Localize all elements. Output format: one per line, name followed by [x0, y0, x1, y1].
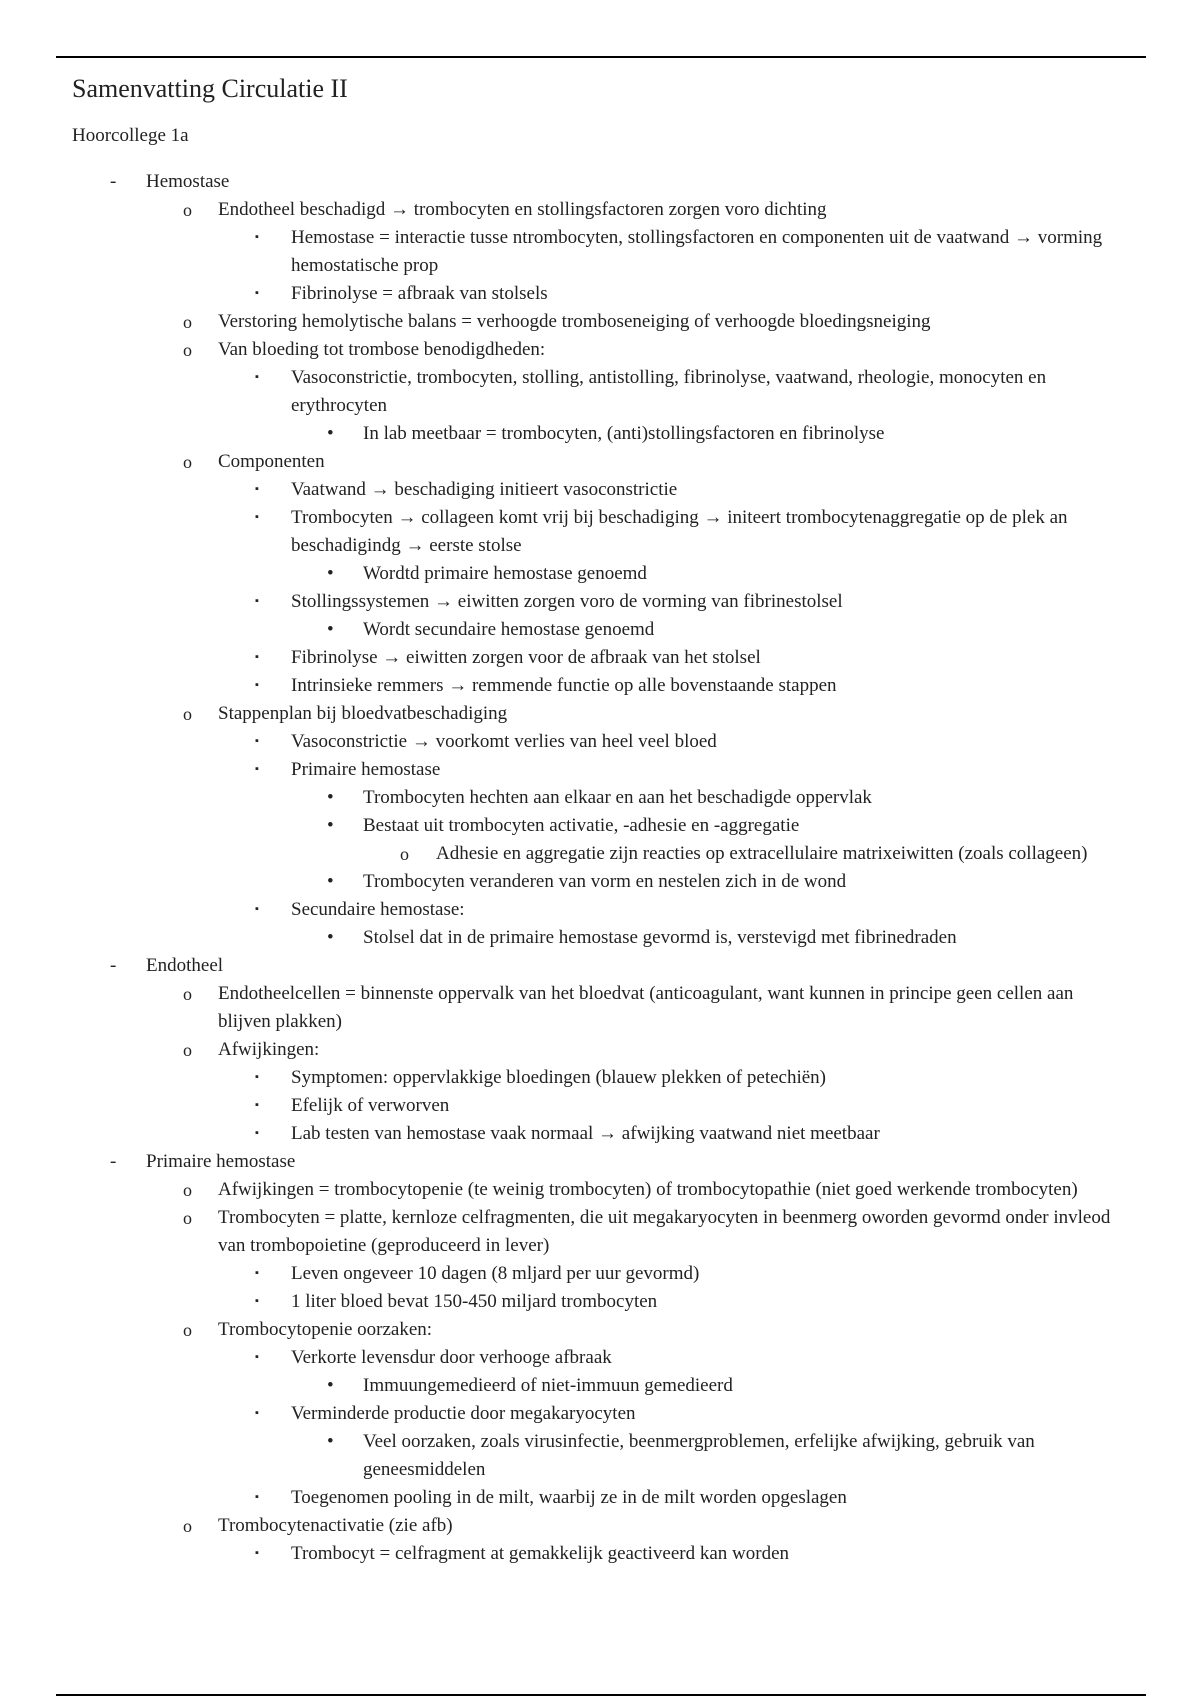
- list-item-text: Endotheel beschadigd → trombocyten en stollingsfactoren zorgen voro dichting: [218, 199, 827, 220]
- bullet-marker: o: [183, 200, 192, 220]
- bullet-marker: ▪: [255, 763, 259, 775]
- list-item-text: Endotheelcellen = binnenste oppervalk van het bloedvat (anticoagulant, want kunnen in principe geen cellen aan blijven plakken): [218, 983, 1074, 1032]
- bullet-marker: •: [327, 787, 334, 808]
- list-item-level-3: [0, 728, 1200, 756]
- list-item-text: Componenten: [218, 451, 325, 472]
- list-item-level-3: [0, 280, 1200, 308]
- list-item-level-3: [0, 1344, 1200, 1372]
- bullet-marker: ▪: [255, 511, 259, 523]
- list-item-level-3: [0, 588, 1200, 616]
- bullet-marker: ▪: [255, 1491, 259, 1503]
- bullet-marker: ▪: [255, 1071, 259, 1083]
- list-item-text: Trombocyten → collageen komt vrij bij beschadiging → initeert trombocytenaggregatie op de plek an beschadigindg → eerste stolse: [291, 507, 1068, 556]
- list-item-level-3: [0, 1092, 1200, 1120]
- list-item-text: Primaire hemostase: [291, 759, 441, 780]
- list-item-level-1: [0, 168, 1200, 196]
- bullet-marker: ▪: [255, 651, 259, 663]
- bullet-marker: •: [327, 1375, 334, 1396]
- list-item-text: Fibrinolyse = afbraak van stolsels: [291, 283, 548, 304]
- list-item-text: Verminderde productie door megakaryocyten: [291, 1403, 636, 1424]
- list-item-text: Lab testen van hemostase vaak normaal → afwijking vaatwand niet meetbaar: [291, 1123, 880, 1144]
- list-item-text: Secundaire hemostase:: [291, 899, 465, 920]
- list-item-level-3: [0, 896, 1200, 924]
- bullet-marker: ▪: [255, 483, 259, 495]
- list-item-level-2: [0, 448, 1200, 476]
- bottom-rule: [56, 1694, 1146, 1696]
- bullet-marker: o: [183, 1320, 192, 1340]
- list-item-level-4: [0, 616, 1200, 644]
- bullet-marker: ▪: [255, 1351, 259, 1363]
- list-item-level-2: [0, 336, 1200, 364]
- list-item-level-5: [0, 840, 1200, 868]
- bullet-marker: o: [183, 312, 192, 332]
- list-item-text: Stappenplan bij bloedvatbeschadiging: [218, 703, 508, 724]
- bullet-marker: ▪: [255, 287, 259, 299]
- list-item-text: Immuungemedieerd of niet-immuun gemedieerd: [363, 1375, 733, 1396]
- list-item-text: Afwijkingen:: [218, 1039, 320, 1060]
- bullet-marker: ▪: [255, 735, 259, 747]
- bullet-marker: ▪: [255, 1547, 259, 1559]
- bullet-marker: •: [327, 423, 334, 444]
- list-item-level-2: [0, 1036, 1200, 1064]
- list-item-level-4: [0, 812, 1200, 840]
- list-item-text: Vasoconstrictie, trombocyten, stolling, antistolling, fibrinolyse, vaatwand, rheologie, monocyten en erythrocyten: [291, 367, 1047, 416]
- bullet-marker: -: [110, 171, 117, 192]
- list-item-text: Primaire hemostase: [146, 1151, 296, 1172]
- list-item-level-4: [0, 560, 1200, 588]
- bullet-marker: o: [183, 1040, 192, 1060]
- list-item-text: Verkorte levensdur door verhooge afbraak: [291, 1347, 612, 1368]
- bullet-marker: -: [110, 955, 117, 976]
- bullet-marker: -: [110, 1151, 117, 1172]
- list-item-text: Intrinsieke remmers → remmende functie op alle bovenstaande stappen: [291, 675, 837, 696]
- list-item-level-3: [0, 1120, 1200, 1148]
- list-item-text: Adhesie en aggregatie zijn reacties op extracellulaire matrixeiwitten (zoals collageen): [436, 843, 1088, 864]
- list-item-level-2: [0, 700, 1200, 728]
- list-item-level-2: [0, 196, 1200, 224]
- list-item-level-3: [0, 1484, 1200, 1512]
- list-item-level-3: [0, 476, 1200, 504]
- bullet-marker: o: [183, 1208, 192, 1228]
- list-item-level-4: [0, 1372, 1200, 1400]
- list-item-level-2: [0, 980, 1200, 1036]
- list-item-level-1: [0, 1148, 1200, 1176]
- bullet-marker: ▪: [255, 679, 259, 691]
- list-item-text: Endotheel: [146, 955, 224, 976]
- bullet-marker: ▪: [255, 371, 259, 383]
- bullet-marker: ▪: [255, 1295, 259, 1307]
- bullet-marker: ▪: [255, 595, 259, 607]
- list-item-level-4: [0, 420, 1200, 448]
- list-item-level-4: [0, 1428, 1200, 1484]
- list-item-level-1: [0, 952, 1200, 980]
- bullet-marker: ▪: [255, 1267, 259, 1279]
- list-item-text: Trombocyten = platte, kernloze celfragmenten, die uit megakaryocyten in beenmerg oworden gevormd onder invleod van trombopoietine (geproduceerd in lever): [218, 1207, 1111, 1256]
- list-item-text: Veel oorzaken, zoals virusinfectie, beenmergproblemen, erfelijke afwijking, gebruik van geneesmiddelen: [363, 1431, 1035, 1480]
- list-item-level-2: [0, 308, 1200, 336]
- list-item-level-3: [0, 756, 1200, 784]
- list-item-text: Stollingssystemen → eiwitten zorgen voro de vorming van fibrinestolsel: [291, 591, 843, 612]
- bullet-marker: •: [327, 619, 334, 640]
- bullet-marker: o: [183, 984, 192, 1004]
- bullet-marker: o: [183, 704, 192, 724]
- bullet-marker: ▪: [255, 1407, 259, 1419]
- list-item-level-4: [0, 784, 1200, 812]
- list-item-text: Wordt secundaire hemostase genoemd: [363, 619, 655, 640]
- list-item-text: Symptomen: oppervlakkige bloedingen (blauew plekken of petechiën): [291, 1067, 827, 1088]
- list-item-text: Bestaat uit trombocyten activatie, -adhesie en -aggregatie: [363, 815, 800, 836]
- list-item-level-3: [0, 1064, 1200, 1092]
- list-item-level-3: [0, 504, 1200, 560]
- bullet-marker: o: [183, 1180, 192, 1200]
- list-item-level-2: [0, 1204, 1200, 1260]
- list-item-text: Fibrinolyse → eiwitten zorgen voor de afbraak van het stolsel: [291, 647, 761, 668]
- bullet-marker: •: [327, 1431, 334, 1452]
- list-item-level-2: [0, 1512, 1200, 1540]
- list-item-level-3: [0, 224, 1200, 280]
- list-item-text: Leven ongeveer 10 dagen (8 mljard per uur gevormd): [291, 1263, 700, 1284]
- outline-list: [0, 168, 1200, 1568]
- list-item-text: Trombocyten veranderen van vorm en nestelen zich in de wond: [363, 871, 847, 892]
- bullet-marker: •: [327, 815, 334, 836]
- list-item-level-3: [0, 672, 1200, 700]
- bullet-marker: •: [327, 563, 334, 584]
- bullet-marker: •: [327, 871, 334, 892]
- bullet-marker: ▪: [255, 1127, 259, 1139]
- list-item-text: Hemostase: [146, 171, 230, 192]
- bullet-marker: o: [183, 340, 192, 360]
- list-item-text: Wordtd primaire hemostase genoemd: [363, 563, 647, 584]
- list-item-text: 1 liter bloed bevat 150-450 miljard trombocyten: [291, 1291, 658, 1312]
- list-item-level-3: [0, 1540, 1200, 1568]
- list-item-text: Verstoring hemolytische balans = verhoogde tromboseneiging of verhoogde bloedingsneiging: [218, 311, 931, 332]
- list-item-level-3: [0, 1288, 1200, 1316]
- top-rule: [56, 56, 1146, 58]
- list-item-text: Trombocytenactivatie (zie afb): [218, 1515, 453, 1536]
- list-item-level-3: [0, 644, 1200, 672]
- list-item-text: Trombocyten hechten aan elkaar en aan het beschadigde oppervlak: [363, 787, 872, 808]
- list-item-level-3: [0, 1400, 1200, 1428]
- document-title: Samenvatting Circulatie II: [72, 74, 348, 103]
- list-item-text: Van bloeding tot trombose benodigdheden:: [218, 339, 546, 360]
- bullet-marker: ▪: [255, 903, 259, 915]
- list-item-level-2: [0, 1316, 1200, 1344]
- list-item-text: Afwijkingen = trombocytopenie (te weinig trombocyten) of trombocytopathie (niet goed werkende trombocyten): [218, 1179, 1078, 1200]
- list-item-text: Vasoconstrictie → voorkomt verlies van heel veel bloed: [291, 731, 717, 752]
- list-item-level-4: [0, 924, 1200, 952]
- bullet-marker: ▪: [255, 1099, 259, 1111]
- bullet-marker: o: [400, 844, 409, 864]
- bullet-marker: o: [183, 452, 192, 472]
- list-item-text: Hemostase = interactie tusse ntrombocyten, stollingsfactoren en componenten uit de vaatwand → vorming hemostatische prop: [291, 227, 1103, 276]
- bullet-marker: o: [183, 1516, 192, 1536]
- bullet-marker: •: [327, 927, 334, 948]
- list-item-text: Vaatwand → beschadiging initieert vasoconstrictie: [291, 479, 678, 500]
- list-item-text: Stolsel dat in de primaire hemostase gevormd is, verstevigd met fibrinedraden: [363, 927, 957, 948]
- list-item-level-2: [0, 1176, 1200, 1204]
- list-item-text: Toegenomen pooling in de milt, waarbij ze in de milt worden opgeslagen: [291, 1487, 847, 1508]
- list-item-text: In lab meetbaar = trombocyten, (anti)stollingsfactoren en fibrinolyse: [363, 423, 885, 444]
- list-item-text: Trombocytopenie oorzaken:: [218, 1319, 433, 1340]
- list-item-text: Trombocyt = celfragment at gemakkelijk geactiveerd kan worden: [291, 1543, 790, 1564]
- document-subtitle: Hoorcollege 1a: [72, 125, 189, 146]
- bullet-marker: ▪: [255, 231, 259, 243]
- list-item-level-3: [0, 364, 1200, 420]
- list-item-text: Efelijk of verworven: [291, 1095, 450, 1116]
- list-item-level-3: [0, 1260, 1200, 1288]
- list-item-level-4: [0, 868, 1200, 896]
